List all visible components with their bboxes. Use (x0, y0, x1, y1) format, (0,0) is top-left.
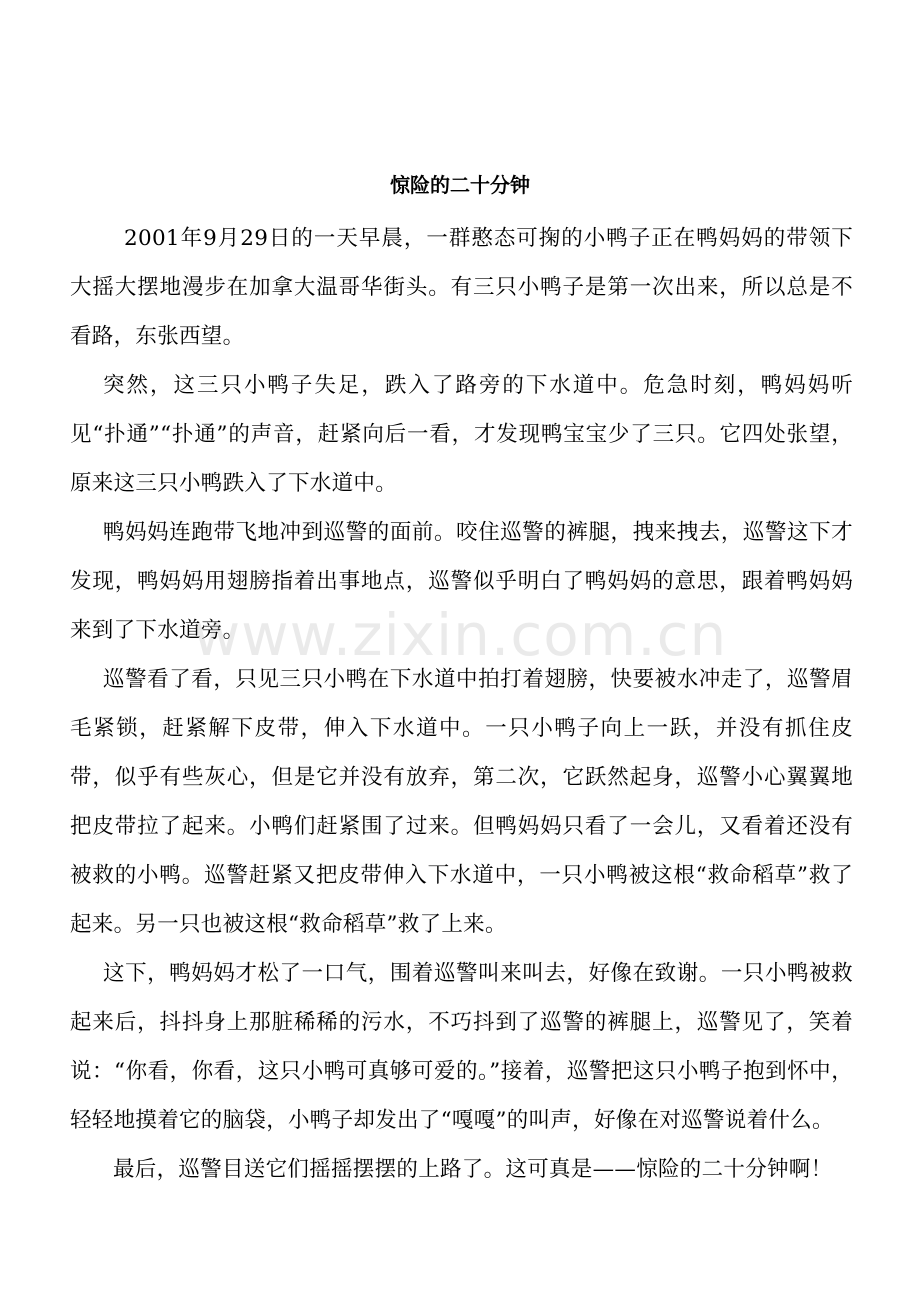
paragraph-4: 巡警看了看，只见三只小鸭在下水道中拍打着翅膀，快要被水冲走了，巡警眉毛紧锁，赶紧解下皮带，伸入下水道中。一只小鸭子向上一跃，并没有抓住皮带，似乎有些灰心，但是它并没有放弃，第二次，它跃然起身，巡警小心翼翼地把皮带拉了起来。小鸭们赶紧围了过来。但鸭妈妈只看了一会儿，又看着还没有被救的小鸭。巡警赶紧又把皮带伸入下水道中，一只小鸭被这根“救命稻草”救了起来。另一只也被这根“救命稻草”救了上来。 (70, 667, 853, 937)
paragraph-2: 突然，这三只小鸭子失足，跌入了路旁的下水道中。危急时刻，鸭妈妈听见“扑通”“扑通”的声音，赶紧向后一看，才发现鸭宝宝少了三只。它四处张望，原来这三只小鸭跌入了下水道中。 (70, 373, 853, 496)
paragraph-6: 最后，巡警目送它们摇摇摆摆的上路了。这可真是——惊险的二十分钟啊！ (113, 1157, 833, 1182)
document-title: 惊险的二十分钟 (390, 173, 530, 197)
document-body (70, 214, 853, 1194)
paragraph-5: 这下，鸭妈妈才松了一口气，围着巡警叫来叫去，好像在致谢。一只小鸭被救起来后，抖抖身上那脏稀稀的污水，不巧抖到了巡警的裤腿上，巡警见了，笑着说：“你看，你看，这只小鸭可真够可爱的。”接着，巡警把这只小鸭子抱到怀中，轻轻地摸着它的脑袋，小鸭子却发出了“嘎嘎”的叫声，好像在对巡警说着什么。 (70, 961, 853, 1133)
paragraph-1: 2001年9月29日的一天早晨，一群憨态可掬的小鸭子正在鸭妈妈的带领下大摇大摆地漫步在加拿大温哥华街头。有三只小鸭子是第一次出来，所以总是不看路，东张西望。 (70, 226, 853, 349)
paragraph-3: 鸭妈妈连跑带飞地冲到巡警的面前。咬住巡警的裤腿，拽来拽去，巡警这下才发现，鸭妈妈用翅膀指着出事地点，巡警似乎明白了鸭妈妈的意思，跟着鸭妈妈来到了下水道旁。 (70, 520, 853, 643)
watermark: www.zixin.com.cn (192, 601, 728, 669)
